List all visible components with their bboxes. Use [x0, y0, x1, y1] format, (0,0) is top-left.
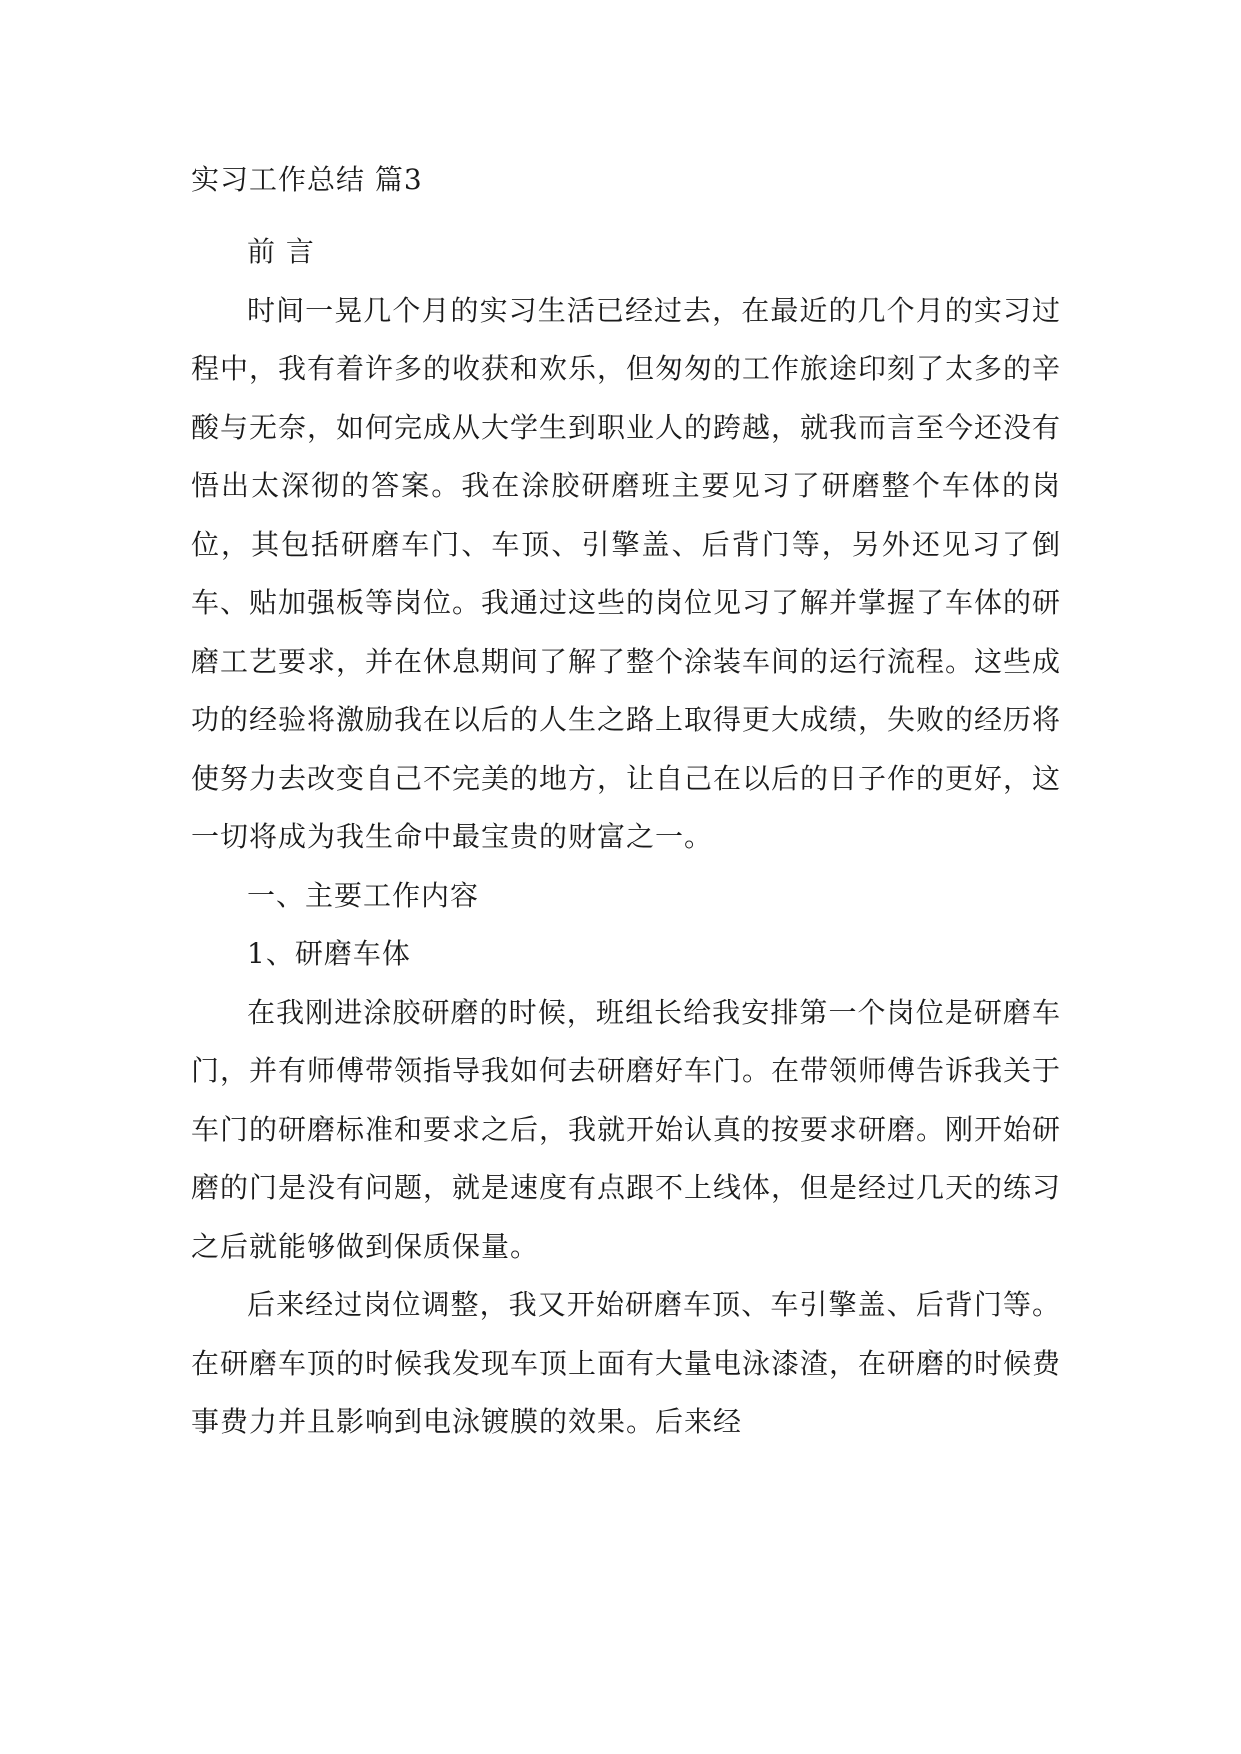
- document-title: 实习工作总结 篇3: [191, 163, 423, 196]
- paragraph-grinding-roof: 后来经过岗位调整，我又开始研磨车顶、车引擎盖、后背门等。在研磨车顶的时候我发现车顶上面有大量电泳漆渣，在研磨的时候费事费力并且影响到电泳镀膜的效果。后来经: [191, 1288, 1062, 1438]
- preface-heading: 前 言: [247, 235, 315, 268]
- paragraph-grinding-doors: 在我刚进涂胶研磨的时候，班组长给我安排第一个岗位是研磨车门，并有师傅带领指导我如何去研磨好车门。在带领师傅告诉我关于车门的研磨标准和要求之后，我就开始认真的按要求研磨。刚开始研磨的门是没有问题，就是速度有点跟不上线体，但是经过几天的练习之后就能够做到保质保量。: [191, 995, 1062, 1263]
- document-page: [191, 163, 1061, 1452]
- subsection-heading-grinding: 1、研磨车体: [247, 937, 411, 970]
- preface-paragraph: 时间一晃几个月的实习生活已经过去，在最近的几个月的实习过程中，我有着许多的收获和欢乐，但匆匆的工作旅途印刻了太多的辛酸与无奈，如何完成从大学生到职业人的跨越，就我而言至今还没有悟出太深彻的答案。我在涂胶研磨班主要见习了研磨整个车体的岗位，其包括研磨车门、车顶、引擎盖、后背门等，另外还见习了倒车、贴加强板等岗位。我通过这些的岗位见习了解并掌握了车体的研磨工艺要求，并在休息期间了解了整个涂装车间的运行流程。这些成功的经验将激励我在以后的人生之路上取得更大成绩，失败的经历将使努力去改变自己不完美的地方，让自己在以后的日子作的更好，这一切将成为我生命中最宝贵的财富之一。: [191, 293, 1062, 853]
- section-heading-main-work: 一、主要工作内容: [247, 878, 480, 912]
